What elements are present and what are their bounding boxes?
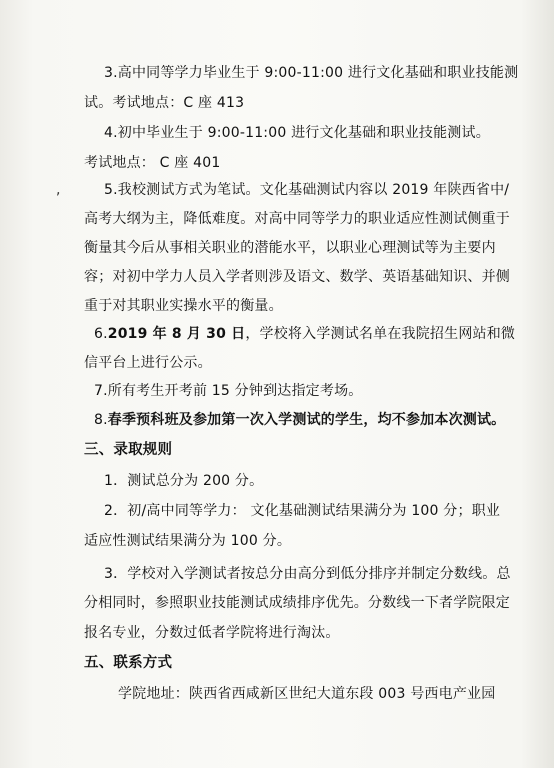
text-line: 5.我校测试方式为笔试。文化基础测试内容以 2019 年陕西省中/ [104,182,510,198]
item-number: 8. [94,412,108,428]
text-line [94,411,505,429]
text-line: 学院地址：陕西省西咸新区世纪大道东段 003 号西电产业园 [118,686,496,702]
text-line: 2．初/高中同等学力： 文化基础测试结果满分为 100 分；职业 [104,503,501,519]
text-line: 容；对初中学力人员入学者则涉及语文、数学、英语基础知识、并侧 [84,269,510,285]
text-line: 7.所有考生开考前 15 分钟到达指定考场。 [94,383,363,399]
emphasized-text: 春季预科班及参加第一次入学测试的学生，均不参加本次测试。 [107,412,506,428]
text-line: 高考大纲为主，降低难度。对高中同等学力的职业适应性测试侧重于 [84,211,510,227]
text-line: 4.初中毕业生于 9:00-11:00 进行文化基础和职业技能测试。 [104,125,490,141]
text-line: 适应性测试结果满分为 100 分。 [84,533,292,549]
text-line: 3．学校对入学测试者按总分由高分到低分排序并制定分数线。总 [104,566,511,582]
section-heading: 三、录取规则 [84,442,173,458]
item-number: 6. [94,326,108,342]
text-line: 试。考试地点：C 座 413 [84,95,245,111]
text-line: 信平台上进行公示。 [84,355,212,371]
emphasized-text: 2019 年 8 月 30 日 [107,326,246,342]
text-line [94,325,515,343]
text-line: 报名专业，分数过低者学院将进行淘汰。 [84,625,340,641]
text-line: 分相同时，参照职业技能测试成绩排序优先。分数线一下者学院限定 [84,595,510,611]
text-line: 重于对其职业实操水平的衡量。 [84,298,283,314]
section-heading: 五、联系方式 [84,655,173,671]
text-line: 3.高中同等学力毕业生于 9:00-11:00 进行文化基础和职业技能测 [104,65,519,81]
stray-comma-mark: , [56,182,61,198]
text-line: 衡量其今后从事相关职业的潜能水平，以职业心理测试等为主要内 [84,240,496,256]
line-rest-text: ，学校将入学测试名单在我院招生网站和微 [245,326,516,342]
text-line: 1．测试总分为 200 分。 [104,473,264,489]
text-line: 考试地点： C 座 401 [84,155,221,171]
